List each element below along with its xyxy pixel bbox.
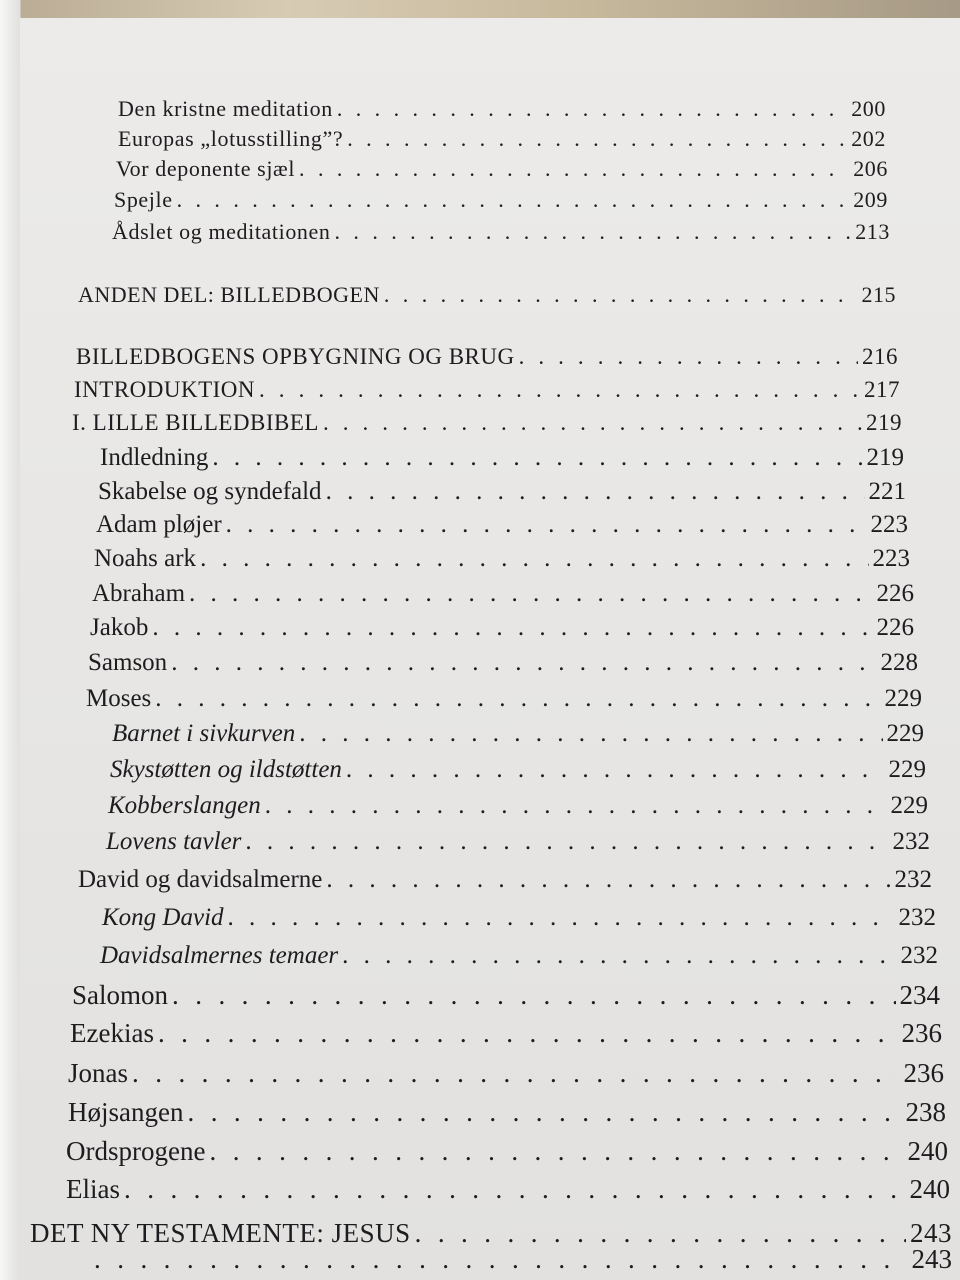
toc-entry-page: 217 (864, 377, 900, 402)
toc-entry (118, 126, 886, 152)
toc-entry-title: Adam pløjer (96, 511, 222, 538)
toc-entry-page: 229 (886, 720, 924, 747)
dot-leader (342, 942, 896, 970)
toc-entry-page: 223 (872, 545, 910, 572)
toc-section-heading (76, 344, 898, 370)
toc-entry-page: 228 (880, 649, 918, 676)
toc-entry-page: 238 (905, 1097, 946, 1127)
toc-entry-page: 232 (898, 904, 936, 931)
toc-entry-title: Skabelse og syndefald (98, 478, 322, 505)
toc-entry (78, 866, 932, 894)
toc-subentry (100, 942, 938, 970)
dot-leader (323, 410, 862, 436)
toc-entry-page: 219 (866, 410, 902, 435)
toc-subentry (112, 720, 924, 748)
toc-entry-page: 236 (901, 1018, 942, 1048)
toc-entry-page: 229 (884, 685, 922, 712)
toc-entry-title: Vor deponente sjæl (116, 156, 296, 181)
toc-entry-page: 232 (892, 828, 930, 855)
toc-entry-title: ANDEN DEL: BILLEDBOGEN (78, 282, 380, 307)
toc-entry-title: DET NY TESTAMENTE: JESUS (30, 1218, 411, 1248)
toc-subentry (90, 1244, 952, 1275)
dot-leader (226, 511, 867, 539)
toc-entry-title: Jonas (68, 1058, 128, 1088)
toc-entry (94, 545, 910, 573)
dot-leader (299, 720, 882, 748)
toc-entry (96, 511, 908, 539)
toc-entry (66, 1136, 948, 1167)
toc-entry-title: Samson (88, 649, 168, 676)
toc-entry-page: 240 (909, 1174, 950, 1204)
toc-entry-title: Moses (86, 685, 152, 712)
toc-entry-title: Højsangen (68, 1097, 184, 1127)
toc-entry-page: 221 (868, 478, 906, 505)
toc-entry-page: 216 (862, 344, 898, 369)
dot-leader (326, 478, 865, 506)
dot-leader (346, 756, 885, 784)
dot-leader (158, 1018, 898, 1049)
toc-entry-title: Abraham (92, 580, 186, 607)
dot-leader (347, 126, 847, 152)
dot-leader (152, 614, 872, 642)
dot-leader (187, 1097, 901, 1128)
toc-entry (70, 1018, 942, 1049)
toc-entry-page: 243 (911, 1244, 952, 1274)
toc-entry-page: 243 (910, 1218, 952, 1248)
toc-entry-page: 206 (853, 156, 888, 181)
toc-entry-title: Ådslet og meditationen (112, 219, 331, 244)
toc-entry-title: Ordsprogene (66, 1136, 206, 1166)
toc-entry-title: David og davidsalmerne (78, 866, 323, 893)
dot-leader (209, 1136, 903, 1167)
toc-entry-title: Elias (66, 1174, 120, 1204)
dot-leader (337, 96, 847, 122)
toc-entry-title: Ezekias (70, 1018, 154, 1048)
toc-entry (68, 1097, 946, 1128)
toc-entry-title: Salomon (72, 980, 169, 1010)
toc-entry (98, 478, 906, 506)
toc-entry-title: Indledning (100, 444, 209, 471)
toc-entry-title: Den kristne meditation (118, 96, 333, 121)
dot-leader (124, 1174, 906, 1205)
dot-leader (172, 980, 895, 1011)
dot-leader (132, 1058, 900, 1089)
toc-section-heading (72, 410, 902, 436)
toc-entry (72, 980, 940, 1011)
toc-entry (112, 219, 890, 245)
toc-entry (92, 580, 914, 608)
toc-entry-title: Davidsalmernes temaer (100, 942, 339, 969)
dot-leader (265, 792, 887, 820)
dot-leader (94, 1244, 908, 1275)
toc-subentry (110, 756, 926, 784)
dot-leader (189, 580, 872, 608)
dot-leader (212, 444, 862, 472)
toc-entry (90, 614, 914, 642)
toc-section-heading (74, 377, 900, 403)
dot-leader (259, 377, 860, 403)
toc-entry-title: Jakob (90, 614, 149, 641)
toc-entry-page: 200 (851, 96, 886, 121)
toc-entry-page: 234 (899, 980, 940, 1010)
toc-entry-page: 240 (907, 1136, 948, 1166)
dot-leader (155, 685, 880, 713)
toc-entry-title: Spejle (114, 187, 173, 212)
toc-entry-title: Noahs ark (94, 545, 197, 572)
toc-entry-title: Lovens tavler (106, 828, 242, 855)
toc-entry (116, 156, 888, 182)
toc-entry (68, 1058, 944, 1089)
toc-entry-title: Europas „lotusstilling”? (118, 126, 344, 151)
toc-subentry (108, 792, 928, 820)
toc-entry-page: 219 (866, 444, 904, 471)
dot-leader (200, 545, 868, 573)
toc-entry-page: 226 (876, 580, 914, 607)
toc-entry-page: 226 (876, 614, 914, 641)
toc-entry-title: INTRODUKTION (74, 377, 256, 402)
toc-part-heading (78, 282, 896, 308)
dot-leader (299, 156, 849, 182)
toc-entry (86, 685, 922, 713)
dot-leader (245, 828, 888, 856)
dot-leader (335, 219, 852, 245)
toc-entry-title: BILLEDBOGENS OPBYGNING OG BRUG (76, 344, 515, 369)
toc-entry-title: Barnet i sivkurven (112, 720, 296, 747)
dot-leader (177, 187, 850, 213)
toc-entry-page: 232 (900, 942, 938, 969)
toc-entry-title: Kong David (102, 904, 224, 931)
toc-entry-page: 229 (888, 756, 926, 783)
toc-entry-title: I. LILLE BILLEDBIBEL (72, 410, 319, 435)
toc-entry (100, 444, 904, 472)
toc-entry (66, 1174, 950, 1205)
toc-entry-page: 223 (870, 511, 908, 538)
toc-subentry (106, 828, 930, 856)
toc-entry (114, 187, 888, 213)
toc-entry-page: 202 (851, 126, 886, 151)
toc-entry-page: 209 (853, 187, 888, 212)
toc-entry (88, 649, 918, 677)
toc-subentry (102, 904, 936, 932)
toc-entry-page: 236 (903, 1058, 944, 1088)
toc-entry-page: 215 (861, 282, 896, 307)
toc-entry (118, 96, 886, 122)
toc-entry-page: 232 (894, 866, 932, 893)
dot-leader (326, 866, 890, 894)
dot-leader (171, 649, 876, 677)
toc-entry-title: Kobberslangen (108, 792, 261, 819)
dot-leader (519, 344, 858, 370)
toc-entry-page: 229 (890, 792, 928, 819)
toc-entry-title: Skystøtten og ildstøtten (110, 756, 342, 783)
dot-leader (384, 282, 858, 308)
toc-entry-page: 213 (855, 219, 890, 244)
dot-leader (228, 904, 895, 932)
